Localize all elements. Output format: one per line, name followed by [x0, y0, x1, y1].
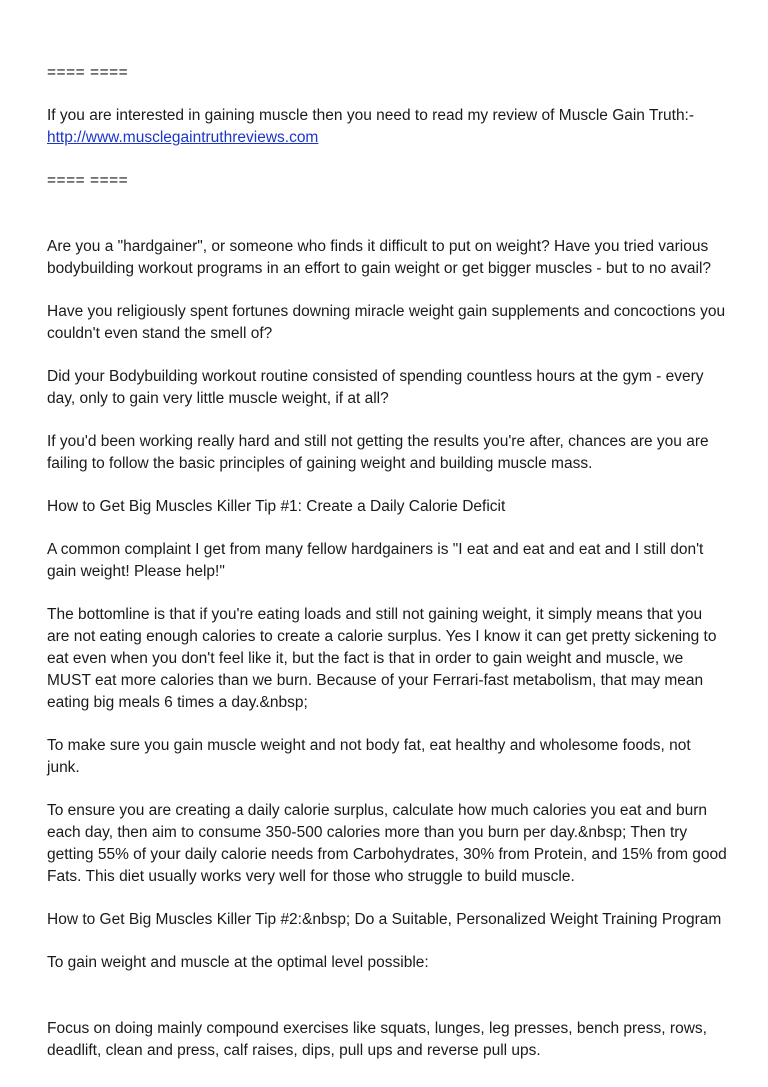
intro-text: If you are interested in gaining muscle then you need to read my review of Muscle Gain Truth:-: [47, 107, 695, 124]
paragraph-complaint: A common complaint I get from many fellow hardgainers is "I eat and eat and eat and I still don't gain weight! Please help!": [47, 541, 704, 580]
paragraph-hardgainer: Are you a "hardgainer", or someone who finds it difficult to put on weight? Have you tried various bodybuilding workout programs in an effort to gain weight or get bigger muscles - but to no avail?: [47, 238, 712, 277]
review-link[interactable]: http://www.musclegaintruthreviews.com: [47, 129, 319, 146]
paragraph-principles: If you'd been working really hard and still not getting the results you're after, chances are you are failing to follow the basic principles of gaining weight and building muscle mass.: [47, 433, 709, 472]
paragraph-bottomline: The bottomline is that if you're eating loads and still not gaining weight, it simply means that you are not eating enough calories to create a calorie surplus. Yes I know it can get pretty sickening to eat even when you don't feel like it, but the fact is that in order to gain weight and muscle, we MUST eat more calories than we burn. Because of your Ferrari-fast metabolism, that may mean eating big meals 6 times a day.&nbsp;: [47, 606, 717, 711]
separator-bottom: ==== ====: [47, 172, 129, 189]
paragraph-surplus: To ensure you are creating a daily calorie surplus, calculate how much calories you eat and burn each day, then aim to consume 350-500 calories more than you burn per day.&nbsp; Then try getting 55% of your daily calorie needs from Carbohydrates, 30% from Protein, and 15% from good Fats. This diet usually works very well for those who struggle to build muscle.: [47, 802, 727, 885]
paragraph-routine: Did your Bodybuilding workout routine consisted of spending countless hours at the gym - every day, only to gain very little muscle weight, if at all?: [47, 368, 704, 407]
paragraph-compound: Focus on doing mainly compound exercises like squats, lunges, leg presses, bench press, rows, deadlift, clean and press, calf raises, dips, pull ups and reverse pull ups.: [47, 1020, 707, 1059]
document-page: [47, 62, 727, 1083]
paragraph-wholesome: To make sure you gain muscle weight and not body fat, eat healthy and wholesome foods, not junk.: [47, 737, 691, 776]
separator-top: ==== ====: [47, 64, 129, 81]
intro-paragraph: [47, 105, 727, 149]
heading-tip-2: How to Get Big Muscles Killer Tip #2:&nbsp; Do a Suitable, Personalized Weight Training Program: [47, 911, 722, 928]
heading-tip-1: How to Get Big Muscles Killer Tip #1: Create a Daily Calorie Deficit: [47, 498, 506, 515]
paragraph-optimal: To gain weight and muscle at the optimal level possible:: [47, 954, 429, 971]
paragraph-supplements: Have you religiously spent fortunes downing miracle weight gain supplements and concoctions you couldn't even stand the smell of?: [47, 303, 726, 342]
